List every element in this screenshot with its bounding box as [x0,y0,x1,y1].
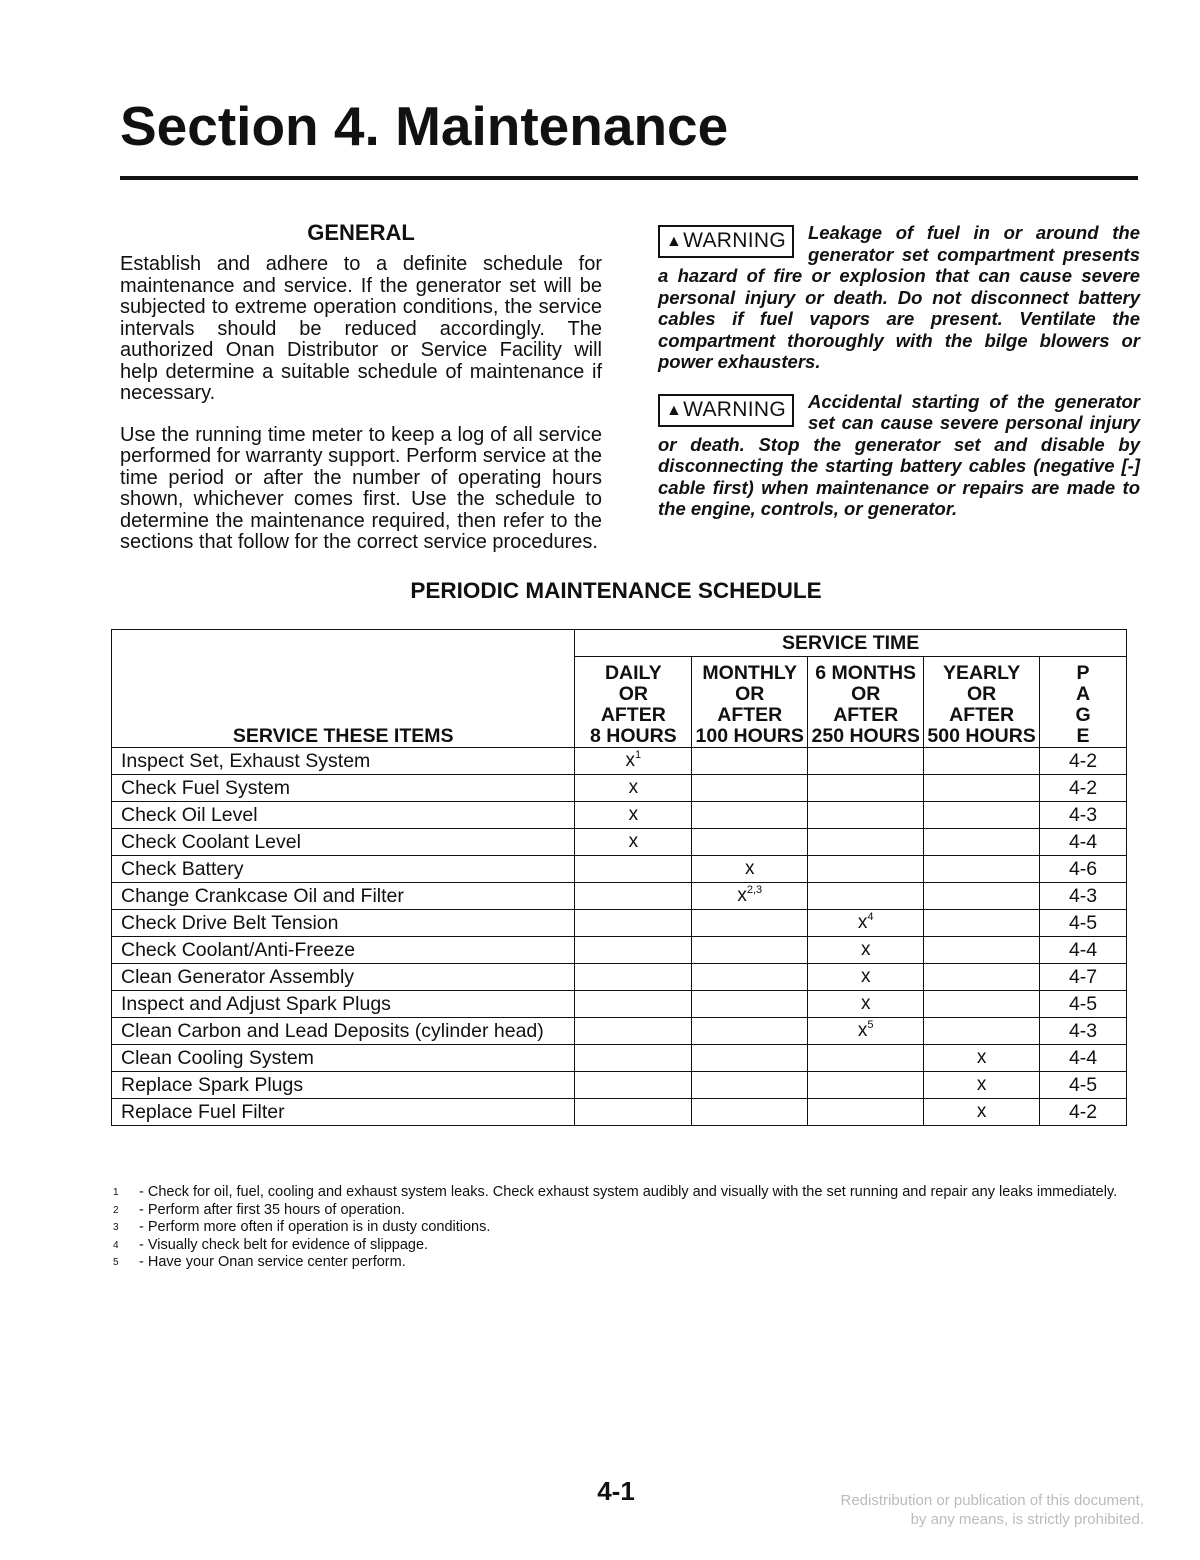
page-ref: 4-5 [1040,991,1127,1018]
footnote-number: 3 [113,1222,119,1233]
interval-cell [692,883,808,910]
watermark [840,1491,1144,1529]
starting-warning [658,391,1140,520]
interval-cell [575,883,692,910]
page-ref: 4-4 [1040,1045,1127,1072]
table-row [112,1099,1127,1126]
footnote [113,1219,1133,1237]
interval-header-line: OR [851,683,881,705]
interval-cell [692,910,808,937]
interval-header-line: YEARLY [942,662,1021,684]
table-row [112,748,1127,775]
footnote-ref: 5 [867,1019,874,1031]
interval-cell [924,802,1040,829]
footnote-number: 5 [113,1257,119,1268]
interval-cell [924,1045,1040,1072]
interval-cell [575,1072,692,1099]
service-item: Check Coolant Level [112,829,575,856]
interval-header-line: AFTER [833,704,899,726]
interval-cell [808,829,924,856]
footnotes [113,1184,1133,1272]
footnote-text: - Have your Onan service center perform. [139,1254,406,1270]
interval-cell [692,802,808,829]
check-mark: x [976,1101,987,1122]
service-item: Check Drive Belt Tension [112,910,575,937]
check-mark: x [976,1074,987,1095]
footnote-ref: 4 [867,911,874,923]
footnote [113,1237,1133,1255]
footnote-number: 4 [113,1239,119,1251]
check-mark: x [860,993,871,1014]
page-ref: 4-2 [1040,775,1127,802]
warning-triangle-icon: ▲ [666,233,683,250]
interval-cell [924,748,1040,775]
footnote-text: - Perform after first 35 hours of operation. [139,1201,405,1218]
interval-cell [808,1045,924,1072]
page-header-letter: G [1075,704,1091,726]
check-mark: x [744,858,755,879]
interval-cell [575,802,692,829]
check-mark: x [625,750,635,771]
page-ref: 4-7 [1040,964,1127,991]
interval-cell [808,1018,924,1045]
table-row [112,802,1127,829]
service-item: Check Coolant/Anti-Freeze [112,937,575,964]
page-ref: 4-5 [1040,1072,1127,1099]
interval-cell [924,1072,1040,1099]
interval-cell [808,748,924,775]
interval-header-line: DAILY [604,662,662,684]
footnote-text: - Visually check belt for evidence of slippage. [139,1236,429,1253]
interval-cell [924,1099,1040,1126]
general-paragraph-1: Establish and adhere to a definite schedule for maintenance and service. If the generator set will be subjected to extreme operation conditions, the service intervals should be reduced accordingly. The authorized Onan Distributor or Service Facility will help determine a suitable schedule of maintenance if necessary. [120,253,602,404]
page-ref: 4-2 [1040,1099,1127,1126]
schedule-body [112,748,1127,1126]
footnote [113,1202,1133,1220]
footnote-ref: 2,3 [746,884,763,896]
check-mark: x [976,1047,987,1068]
interval-cell [575,910,692,937]
footnote-ref: 1 [635,749,642,761]
page-ref: 4-3 [1040,883,1127,910]
interval-cell [808,856,924,883]
page-ref: 4-4 [1040,937,1127,964]
check-mark: x [857,1020,868,1041]
warning-badge [658,394,794,427]
interval-cell [808,775,924,802]
table-row [112,910,1127,937]
maintenance-schedule-table [111,629,1127,1126]
interval-cell [575,775,692,802]
service-item: Clean Cooling System [112,1045,575,1072]
check-mark: x [857,912,868,933]
check-mark: x [737,885,747,906]
schedule-title: PERIODIC MAINTENANCE SCHEDULE [410,578,822,603]
interval-cell [924,964,1040,991]
general-section [120,220,602,574]
warning-triangle-icon: ▲ [666,401,683,419]
page-ref: 4-2 [1040,748,1127,775]
warning-badge [658,225,794,258]
table-row [112,1072,1127,1099]
interval-cell [924,991,1040,1018]
service-item: Inspect Set, Exhaust System [112,748,575,775]
interval-cell [575,1099,692,1126]
warning-badge-label: WARNING [683,229,786,252]
interval-header [575,657,692,748]
interval-cell [692,1018,808,1045]
interval-cell [692,937,808,964]
page-header-letter: P [1076,662,1090,684]
interval-header-line: OR [966,683,997,705]
interval-cell [808,937,924,964]
interval-cell [924,775,1040,802]
service-item: Clean Carbon and Lead Deposits (cylinder head) [112,1018,575,1045]
interval-cell [692,964,808,991]
interval-header-line: AFTER [600,704,666,726]
page-ref: 4-5 [1040,910,1127,937]
warnings-section [658,222,1140,538]
page-header-letter: E [1076,725,1090,747]
interval-cell [575,1045,692,1072]
service-time-header: SERVICE TIME [575,630,1127,657]
interval-cell [692,991,808,1018]
interval-header [808,657,924,748]
page-number: 4-1 [597,1476,635,1506]
footnote [113,1254,1133,1272]
interval-cell [692,856,808,883]
interval-cell [808,991,924,1018]
service-item: Clean Generator Assembly [112,964,575,991]
fuel-warning [658,222,1140,373]
general-heading: GENERAL [307,220,415,245]
check-mark: x [628,777,639,798]
service-item: Check Oil Level [112,802,575,829]
table-row [112,964,1127,991]
interval-cell [924,1018,1040,1045]
interval-header-line: AFTER [949,704,1015,726]
footnote-text: - Check for oil, fuel, cooling and exhaust system leaks. Check exhaust system audibly and visually with the set running and repair any leaks immediately. [139,1184,1118,1200]
interval-header-line: 100 HOURS [695,725,804,747]
footnote-text: - Perform more often if operation is in dusty conditions. [139,1219,491,1235]
interval-cell [808,964,924,991]
table-row [112,1018,1127,1045]
interval-cell [808,802,924,829]
items-column-header: SERVICE THESE ITEMS [112,630,575,748]
footnote-number: 2 [113,1204,119,1216]
page-ref: 4-3 [1040,802,1127,829]
check-mark: x [628,804,639,825]
table-row [112,991,1127,1018]
interval-header-line: OR [735,683,765,705]
interval-cell [808,1072,924,1099]
interval-cell [924,829,1040,856]
interval-cell [575,829,692,856]
table-row [112,856,1127,883]
interval-cell [575,748,692,775]
interval-cell [808,883,924,910]
table-row [112,829,1127,856]
interval-cell [575,856,692,883]
service-item: Replace Spark Plugs [112,1072,575,1099]
footnote [113,1184,1133,1202]
page-ref: 4-4 [1040,829,1127,856]
page-title: Section 4. Maintenance [120,95,729,157]
service-item: Replace Fuel Filter [112,1099,575,1126]
service-item: Check Battery [112,856,575,883]
interval-header [692,657,808,748]
interval-cell [692,1045,808,1072]
footnote-number: 1 [113,1187,119,1198]
check-mark: x [860,939,871,960]
table-row [112,775,1127,802]
table-row [112,1045,1127,1072]
interval-header [924,657,1040,748]
service-item: Change Crankcase Oil and Filter [112,883,575,910]
interval-header-line: 6 MONTHS [815,662,917,684]
interval-cell [924,910,1040,937]
interval-cell [692,1099,808,1126]
interval-cell [692,775,808,802]
page-column-header [1040,657,1127,748]
interval-cell [808,910,924,937]
interval-cell [692,748,808,775]
warning-badge-label: WARNING [683,397,786,421]
interval-header-line: MONTHLY [702,662,798,684]
interval-cell [808,1099,924,1126]
service-item: Check Fuel System [112,775,575,802]
interval-header-line: 8 HOURS [589,725,677,747]
page-ref: 4-6 [1040,856,1127,883]
title-divider [120,176,1138,180]
interval-cell [924,856,1040,883]
general-paragraph-2: Use the running time meter to keep a log of all service performed for warranty support. Perform service at the time period or after the number of operating hours shown, whichever comes first. Use the schedule to determine the maintenance required, then refer to the sections that follow for the correct service procedures. [120,423,602,553]
interval-cell [575,991,692,1018]
interval-header-line: 500 HOURS [927,725,1036,747]
interval-cell [924,883,1040,910]
page-header-letter: A [1075,683,1091,705]
service-item: Inspect and Adjust Spark Plugs [112,991,575,1018]
table-row [112,883,1127,910]
interval-cell [575,937,692,964]
check-mark: x [628,831,639,852]
interval-cell [924,937,1040,964]
table-row [112,937,1127,964]
page-ref: 4-3 [1040,1018,1127,1045]
watermark-line-2: by any means, is strictly prohibited. [910,1511,1144,1528]
interval-cell [575,1018,692,1045]
interval-cell [692,829,808,856]
interval-header-line: AFTER [717,704,783,726]
fuel-warning-text: Leakage of fuel in or around the generator set compartment presents a hazard of fire or explosion that can cause severe personal injury or death. Do not disconnect battery cables if fuel vapors are present. Ventilate the compartment thoroughly with the bilge blowers or power exhausters. [658,222,1140,372]
interval-cell [692,1072,808,1099]
interval-cell [575,964,692,991]
interval-header-line: OR [618,683,648,705]
interval-header-line: 250 HOURS [811,725,920,747]
watermark-line-1: Redistribution or publication of this document, [840,1492,1144,1509]
check-mark: x [860,966,871,987]
starting-warning-text: Accidental starting of the generator set can cause severe personal injury or death. Stop the generator set and disable by disconnecting the starting battery cables (negative [-] cable first) when maintenance or repairs are made to the engine, controls, or generator. [658,390,1140,519]
